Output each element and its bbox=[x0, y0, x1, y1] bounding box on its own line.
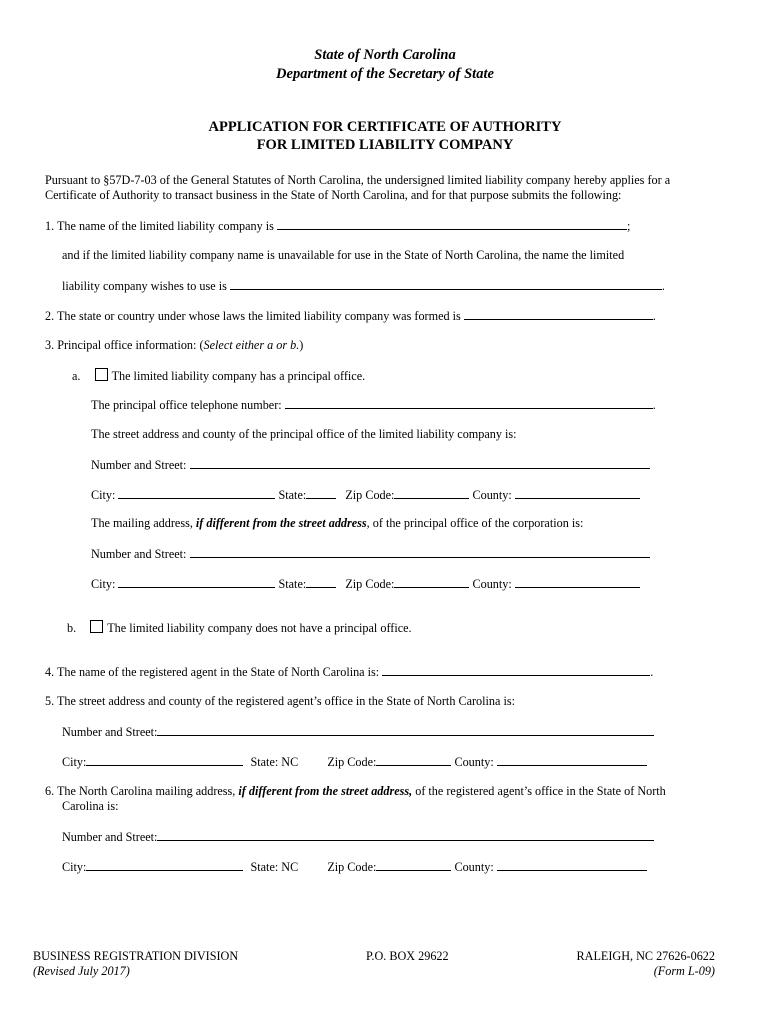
ram-county-field[interactable] bbox=[497, 859, 647, 871]
item3a-letter: a. bbox=[72, 369, 81, 383]
item2-end: . bbox=[652, 309, 656, 323]
ram-street-field[interactable] bbox=[157, 829, 654, 841]
ram-state-label: State: NC bbox=[250, 860, 299, 874]
po-county-field[interactable] bbox=[515, 487, 640, 499]
llc-name-field[interactable] bbox=[277, 218, 627, 230]
mailing-post: , of the principal office of the corporation is: bbox=[366, 516, 584, 530]
item6-label-emph: if different from the street address, bbox=[238, 784, 413, 798]
form-title-line1: APPLICATION FOR CERTIFICATE OF AUTHORITY bbox=[208, 119, 562, 135]
ram-street-row bbox=[62, 829, 654, 844]
pm-city-label: City: bbox=[91, 577, 116, 591]
item4-end: . bbox=[650, 665, 654, 679]
item3-row bbox=[45, 338, 303, 352]
intro-line2: Certificate of Authority to transact business in the State of North Carolina, and for that purpose submits the following: bbox=[45, 188, 622, 202]
footer-address: RALEIGH, NC 27626-0622 bbox=[576, 949, 715, 963]
phone-row bbox=[91, 397, 656, 412]
footer-revised: (Revised July 2017) bbox=[33, 964, 130, 978]
pm-street-label: Number and Street: bbox=[91, 547, 187, 561]
phone-end: . bbox=[652, 398, 656, 412]
ram-city-row bbox=[62, 859, 647, 874]
ra-street-label: Number and Street: bbox=[62, 725, 158, 739]
ra-city-label: City: bbox=[62, 755, 87, 769]
phone-field[interactable] bbox=[285, 397, 653, 409]
po-county-label: County: bbox=[472, 488, 512, 502]
po-street-field[interactable] bbox=[190, 457, 650, 469]
alternate-name-field[interactable] bbox=[230, 278, 662, 290]
pm-county-field[interactable] bbox=[515, 576, 640, 588]
pm-city-field[interactable] bbox=[118, 576, 275, 588]
po-city-field[interactable] bbox=[118, 487, 275, 499]
formation-state-field[interactable] bbox=[464, 308, 653, 320]
ra-city-row bbox=[62, 754, 647, 769]
pm-state-field[interactable] bbox=[306, 576, 336, 588]
ram-zip-field[interactable] bbox=[376, 859, 451, 871]
item3b-text: The limited liability company does not have a principal office. bbox=[107, 621, 412, 635]
ram-county-label: County: bbox=[454, 860, 494, 874]
item4-row bbox=[45, 664, 653, 679]
ra-zip-label: Zip Code: bbox=[327, 755, 377, 769]
no-principal-office-checkbox[interactable] bbox=[90, 620, 103, 633]
ram-street-label: Number and Street: bbox=[62, 830, 158, 844]
pm-street-field[interactable] bbox=[190, 546, 650, 558]
item3-close: ) bbox=[299, 338, 304, 352]
item1-end: ; bbox=[626, 219, 631, 233]
po-city-row bbox=[91, 487, 640, 502]
pm-city-row bbox=[91, 576, 640, 591]
ram-city-field[interactable] bbox=[86, 859, 243, 871]
item6-label-post: of the registered agent’s office in the State of North bbox=[412, 784, 666, 798]
pm-county-label: County: bbox=[472, 577, 512, 591]
po-state-field[interactable] bbox=[306, 487, 336, 499]
item1-label: 1. The name of the limited liability company is bbox=[45, 219, 274, 233]
item2-label: 2. The state or country under whose laws the limited liability company was formed is bbox=[45, 309, 461, 323]
item1-row bbox=[45, 218, 630, 233]
ram-city-label: City: bbox=[62, 860, 87, 874]
pm-zip-field[interactable] bbox=[394, 576, 469, 588]
footer-division: BUSINESS REGISTRATION DIVISION bbox=[33, 949, 239, 963]
ra-zip-field[interactable] bbox=[376, 754, 451, 766]
intro-line1: Pursuant to §57D-7-03 of the General Statutes of North Carolina, the undersigned limited liability company hereby applies for a bbox=[45, 173, 671, 187]
pm-zip-label: Zip Code: bbox=[345, 577, 395, 591]
po-street-row bbox=[91, 457, 650, 472]
ra-street-row bbox=[62, 724, 654, 739]
ra-county-label: County: bbox=[454, 755, 494, 769]
registered-agent-field[interactable] bbox=[382, 664, 650, 676]
item1-alt-row bbox=[62, 278, 665, 293]
item6-row bbox=[45, 784, 666, 798]
item5-label: 5. The street address and county of the registered agent’s office in the State of North Carolina is: bbox=[45, 694, 515, 708]
footer-form-number: (Form L-09) bbox=[653, 964, 715, 978]
item2-row bbox=[45, 308, 656, 323]
mailing-emph: if different from the street address bbox=[195, 516, 367, 530]
item3b-letter: b. bbox=[67, 621, 77, 635]
header-state: State of North Carolina bbox=[314, 47, 456, 63]
item3-label: 3. Principal office information: ( bbox=[45, 338, 204, 352]
header-department: Department of the Secretary of State bbox=[276, 66, 494, 82]
item3-note: Select either a or b. bbox=[203, 338, 300, 352]
pm-state-label: State: bbox=[278, 577, 307, 591]
ra-county-field[interactable] bbox=[497, 754, 647, 766]
ra-state-label: State: NC bbox=[250, 755, 299, 769]
item6-label-pre: 6. The North Carolina mailing address, bbox=[45, 784, 239, 798]
item1-alt-line1: and if the limited liability company name is unavailable for use in the State of North Carolina, the name the limited bbox=[62, 248, 625, 262]
footer-po-box: P.O. BOX 29622 bbox=[366, 949, 449, 963]
principal-office-checkbox[interactable] bbox=[95, 368, 108, 381]
item3b-row bbox=[67, 620, 412, 635]
street-intro: The street address and county of the principal office of the limited liability company is: bbox=[91, 427, 517, 441]
ra-street-field[interactable] bbox=[157, 724, 654, 736]
mailing-pre: The mailing address, bbox=[91, 516, 196, 530]
po-city-label: City: bbox=[91, 488, 116, 502]
item3a-text: The limited liability company has a principal office. bbox=[111, 369, 366, 383]
po-street-label: Number and Street: bbox=[91, 458, 187, 472]
pm-street-row bbox=[91, 546, 650, 561]
po-zip-field[interactable] bbox=[394, 487, 469, 499]
form-title-line2: FOR LIMITED LIABILITY COMPANY bbox=[256, 137, 514, 153]
po-zip-label: Zip Code: bbox=[345, 488, 395, 502]
item1-alt-label: liability company wishes to use is bbox=[62, 279, 227, 293]
item4-label: 4. The name of the registered agent in the State of North Carolina is: bbox=[45, 665, 380, 679]
phone-label: The principal office telephone number: bbox=[91, 398, 282, 412]
mailing-intro-row bbox=[91, 516, 583, 530]
ra-city-field[interactable] bbox=[86, 754, 243, 766]
item3a-row bbox=[72, 368, 365, 383]
po-state-label: State: bbox=[278, 488, 307, 502]
item1-alt-end: . bbox=[661, 279, 665, 293]
ram-zip-label: Zip Code: bbox=[327, 860, 377, 874]
item6-label-line2: Carolina is: bbox=[62, 799, 119, 813]
